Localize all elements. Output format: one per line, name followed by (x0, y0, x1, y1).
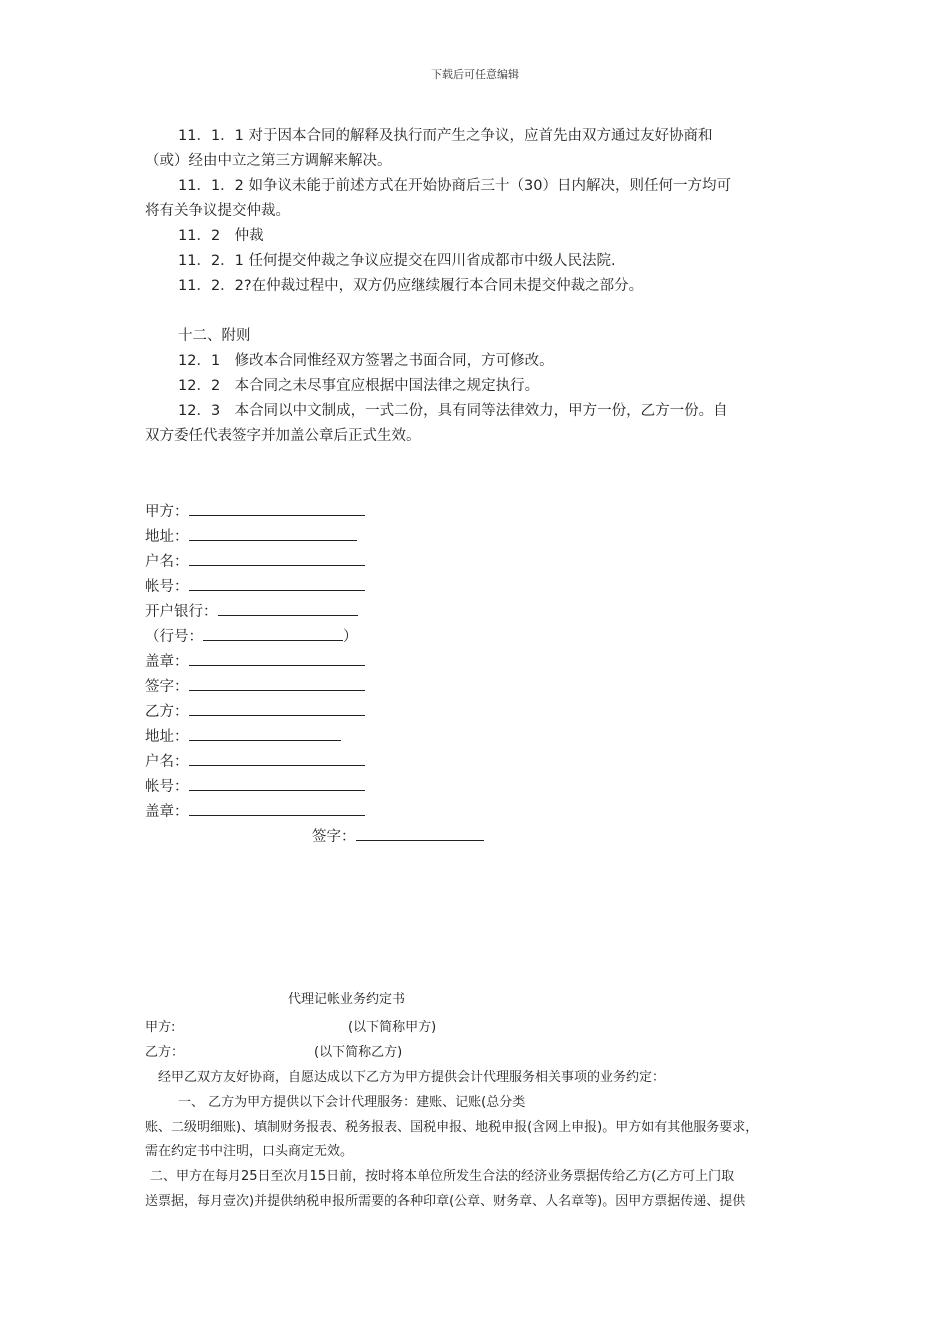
address-a-blank[interactable] (189, 525, 357, 541)
clause-12-3-line1: 12．3 本合同以中文制成，一式二份，具有同等法律效力，甲方一份，乙方一份。自 (178, 403, 728, 419)
account-name-a-label: 户名： (145, 554, 189, 570)
bank-field (145, 600, 358, 622)
seal-b-blank[interactable] (189, 800, 365, 816)
seal-b-label: 盖章： (145, 804, 189, 820)
account-name-a-blank[interactable] (189, 550, 365, 566)
agreement-item2-line2: 送票据，每月壹次)并提供纳税申报所需要的各种印章(公章、财务章、人名章等)。因甲方票据传递、提供 (145, 1194, 746, 1209)
agreement-title: 代理记帐业务约定书 (288, 992, 406, 1007)
seal-a-blank[interactable] (189, 650, 365, 666)
agreement-party-b-label: 乙方： (145, 1045, 185, 1060)
address-b-field (145, 725, 341, 747)
account-no-b-blank[interactable] (189, 775, 365, 791)
sign-a-label: 签字： (145, 679, 189, 695)
agreement-item1-line1: 一、 乙方为甲方提供以下会计代理服务：建账、记账(总分类 (178, 1095, 526, 1110)
sign-a-blank[interactable] (189, 675, 365, 691)
clause-11-2-heading: 11．2 仲裁 (178, 228, 264, 244)
account-no-b-label: 帐号： (145, 779, 189, 795)
sign-b-field (312, 825, 484, 847)
party-b-label: 乙方： (145, 704, 189, 720)
agreement-item2-line1: 二、甲方在每月25日至次月15日前，按时将本单位所发生合法的经济业务票据传给乙方(乙方可上门取 (150, 1169, 735, 1184)
account-name-b-field (145, 750, 365, 772)
agreement-item1-line3: 需在约定书中注明，口头商定无效。 (145, 1144, 354, 1159)
sign-b-blank[interactable] (356, 825, 484, 841)
clause-11-1-2-line1: 11．1．2 如争议未能于前述方式在开始协商后三十（30）日内解决，则任何一方均可 (178, 178, 731, 194)
agreement-item1-line2: 账、二级明细账)、填制财务报表、税务报表、国税申报、地税申报(含网上申报)。甲方如有其他服务要求， (145, 1120, 759, 1135)
address-a-label: 地址： (145, 529, 189, 545)
account-no-a-label: 帐号： (145, 579, 189, 595)
bank-code-close: ） (343, 629, 358, 645)
clause-11-1-2-line2: 将有关争议提交仲裁。 (145, 203, 290, 219)
party-a-blank[interactable] (189, 500, 365, 516)
agreement-party-b-note: (以下简称乙方) (314, 1045, 403, 1060)
address-a-field (145, 525, 357, 547)
account-no-b-field (145, 775, 365, 797)
clause-11-1-1-line2: （或）经由中立之第三方调解来解决。 (145, 153, 392, 169)
party-a-label: 甲方： (145, 504, 189, 520)
bank-code-label: （行号： (145, 629, 203, 645)
bank-code-field (145, 625, 358, 647)
clause-12-3-line2: 双方委任代表签字并加盖公章后正式生效。 (145, 428, 421, 444)
section-12-heading: 十二、附则 (178, 328, 251, 344)
clause-11-1-1-line1: 11．1．1 对于因本合同的解释及执行而产生之争议，应首先由双方通过友好协商和 (178, 128, 713, 144)
account-name-a-field (145, 550, 365, 572)
seal-b-field (145, 800, 365, 822)
sign-b-label: 签字： (312, 829, 356, 845)
sign-a-field (145, 675, 365, 697)
seal-a-label: 盖章： (145, 654, 189, 670)
bank-blank[interactable] (218, 600, 358, 616)
address-b-label: 地址： (145, 729, 189, 745)
agreement-intro: 经甲乙双方友好协商，自愿达成以下乙方为甲方提供会计代理服务相关事项的业务约定： (158, 1070, 666, 1085)
address-b-blank[interactable] (189, 725, 341, 741)
clause-11-2-1: 11．2．1 任何提交仲裁之争议应提交在四川省成都市中级人民法院. (178, 253, 616, 269)
account-name-b-blank[interactable] (189, 750, 365, 766)
agreement-party-a-note: (以下简称甲方) (348, 1020, 437, 1035)
party-b-blank[interactable] (189, 700, 365, 716)
clause-12-2: 12．2 本合同之未尽事宜应根据中国法律之规定执行。 (178, 378, 540, 394)
party-a-field (145, 500, 365, 522)
seal-a-field (145, 650, 365, 672)
agreement-party-a-label: 甲方: (145, 1020, 176, 1035)
party-b-field (145, 700, 365, 722)
account-no-a-field (145, 575, 365, 597)
account-no-a-blank[interactable] (189, 575, 365, 591)
clause-12-1: 12．1 修改本合同惟经双方签署之书面合同，方可修改。 (178, 353, 554, 369)
header-note: 下载后可任意编辑 (431, 68, 519, 81)
bank-label: 开户银行： (145, 604, 218, 620)
clause-11-2-2: 11．2．2?在仲裁过程中，双方仍应继续履行本合同未提交仲裁之部分。 (178, 278, 644, 294)
bank-code-blank[interactable] (203, 625, 343, 641)
account-name-b-label: 户名： (145, 754, 189, 770)
